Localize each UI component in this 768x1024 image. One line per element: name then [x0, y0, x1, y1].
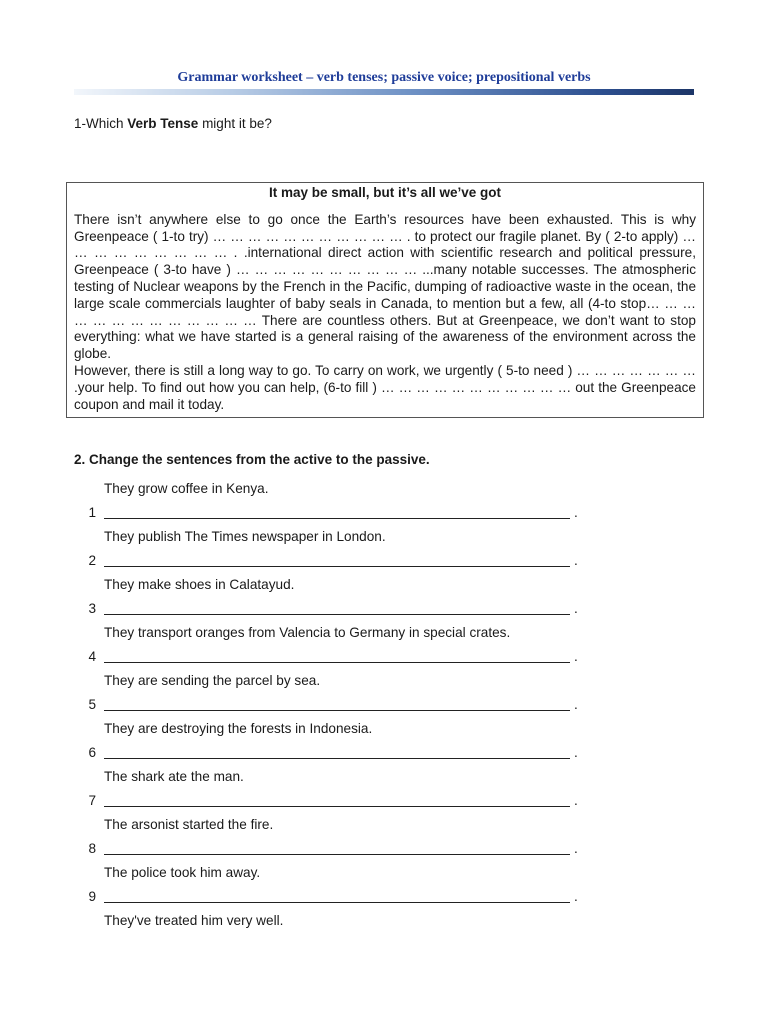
- question-1-suffix: might it be?: [198, 116, 272, 131]
- text-box-title: It may be small, but it’s all we’ve got: [268, 185, 502, 200]
- exercise-list: [74, 480, 594, 936]
- answer-line[interactable]: [104, 758, 570, 759]
- header-gradient-bar: [74, 89, 694, 95]
- answer-number: 1: [88, 505, 96, 520]
- answer-period: .: [574, 505, 578, 520]
- answer-row: [74, 600, 594, 624]
- question-2-title: 2. Change the sentences from the active to the passive.: [74, 452, 430, 467]
- answer-number: 5: [88, 697, 96, 712]
- answer-period: .: [574, 601, 578, 616]
- answer-number: 6: [88, 745, 96, 760]
- reading-text-box: [66, 182, 704, 418]
- answer-period: .: [574, 745, 578, 760]
- answer-row: [74, 888, 594, 912]
- answer-number: 4: [88, 649, 96, 664]
- exercise-sentence: They've treated him very well.: [104, 913, 284, 928]
- answer-number: 7: [88, 793, 96, 808]
- answer-number: 8: [88, 841, 96, 856]
- answer-line[interactable]: [104, 710, 570, 711]
- answer-row: [74, 696, 594, 720]
- exercise-sentence: They are sending the parcel by sea.: [104, 673, 321, 688]
- exercise-sentence: They grow coffee in Kenya.: [104, 481, 269, 496]
- answer-line[interactable]: [104, 806, 570, 807]
- answer-line[interactable]: [104, 854, 570, 855]
- exercise-sentence: They transport oranges from Valencia to Germany in special crates.: [104, 625, 511, 640]
- answer-line[interactable]: [104, 566, 570, 567]
- question-1-bold: Verb Tense: [127, 116, 199, 131]
- answer-period: .: [574, 697, 578, 712]
- answer-row: [74, 840, 594, 864]
- answer-number: 2: [88, 553, 96, 568]
- question-1: [74, 116, 272, 131]
- answer-period: .: [574, 649, 578, 664]
- answer-line[interactable]: [104, 614, 570, 615]
- answer-row: [74, 792, 594, 816]
- answer-row: [74, 648, 594, 672]
- answer-line[interactable]: [104, 902, 570, 903]
- text-paragraph-1: There isn’t anywhere else to go once the Earth’s resources have been exhausted. This is why Greenpeace ( 1-to try) … … … … … … … … … … … . to protect our fragile planet. By ( 2-to apply) … … … … … … … … … . .international direct action with scientific research and political pressure, Greenpeace ( 3-to have ) … … … … … … … … … … ...many notable successes. The atmospheric testing of Nuclear weapons by the French in the Pacific, dumping of radioactive waste in the ocean, the large scale commercials laughter of baby seals in Canada, to mention but a few, all (4-to stop… … … … … … … … … … … … … There are countless others. But at Greenpeace, we don’t want to stop everything: what we have started is a general raising of the awareness of the environment across the globe.: [74, 211, 696, 362]
- answer-row: [74, 744, 594, 768]
- answer-line[interactable]: [104, 518, 570, 519]
- exercise-sentence: They make shoes in Calatayud.: [104, 577, 295, 592]
- answer-period: .: [574, 553, 578, 568]
- worksheet-title: Grammar worksheet – verb tenses; passive voice; prepositional verbs: [177, 70, 591, 85]
- answer-row: [74, 504, 594, 528]
- answer-number: 3: [88, 601, 96, 616]
- answer-line[interactable]: [104, 662, 570, 663]
- answer-period: .: [574, 841, 578, 856]
- answer-period: .: [574, 889, 578, 904]
- text-paragraph-2: However, there is still a long way to go. To carry on work, we urgently ( 5-to need ) … … … … … … … .your help. To find out how you can help, (6-to fill ) … … … … … … … … … … … out the Greenpeace coupon and mail it today.: [74, 362, 696, 412]
- answer-period: .: [574, 793, 578, 808]
- answer-row: [74, 552, 594, 576]
- answer-number: 9: [88, 889, 96, 904]
- exercise-sentence: The arsonist started the fire.: [104, 817, 274, 832]
- exercise-sentence: The police took him away.: [104, 865, 261, 880]
- exercise-sentence: They are destroying the forests in Indonesia.: [104, 721, 373, 736]
- exercise-sentence: They publish The Times newspaper in London.: [104, 529, 386, 544]
- exercise-sentence: The shark ate the man.: [104, 769, 244, 784]
- question-1-prefix: 1-Which: [74, 116, 128, 131]
